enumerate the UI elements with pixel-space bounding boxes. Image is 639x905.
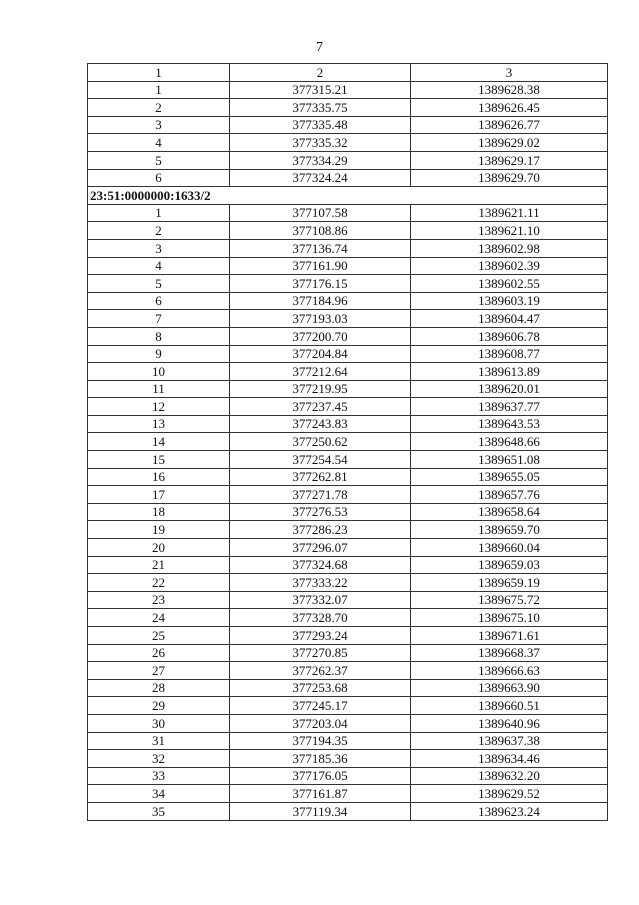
x-coordinate-cell: 377176.05 — [230, 767, 411, 785]
point-number-cell: 35 — [88, 802, 230, 820]
point-number-cell: 24 — [88, 609, 230, 627]
y-coordinate-cell: 1389620.01 — [411, 380, 608, 398]
point-number-cell: 3 — [88, 116, 230, 134]
x-coordinate-cell: 377335.48 — [230, 116, 411, 134]
y-coordinate-cell: 1389659.70 — [411, 521, 608, 539]
table-row — [88, 732, 608, 750]
x-coordinate-cell: 377161.87 — [230, 785, 411, 803]
point-number-cell: 9 — [88, 345, 230, 363]
y-coordinate-cell: 1389634.46 — [411, 750, 608, 768]
point-number-cell: 12 — [88, 398, 230, 416]
table-row — [88, 81, 608, 99]
y-coordinate-cell: 1389637.38 — [411, 732, 608, 750]
y-coordinate-cell: 1389629.52 — [411, 785, 608, 803]
y-coordinate-cell: 1389602.55 — [411, 275, 608, 293]
x-coordinate-cell: 377200.70 — [230, 327, 411, 345]
table-row — [88, 310, 608, 328]
y-coordinate-cell: 1389602.39 — [411, 257, 608, 275]
table-row — [88, 204, 608, 222]
x-coordinate-cell: 377253.68 — [230, 679, 411, 697]
x-coordinate-cell: 377176.15 — [230, 275, 411, 293]
point-number-cell: 4 — [88, 257, 230, 275]
header-cell-1: 1 — [88, 64, 230, 82]
x-coordinate-cell: 377271.78 — [230, 486, 411, 504]
table-row — [88, 609, 608, 627]
x-coordinate-cell: 377245.17 — [230, 697, 411, 715]
y-coordinate-cell: 1389637.77 — [411, 398, 608, 416]
x-coordinate-cell: 377237.45 — [230, 398, 411, 416]
x-coordinate-cell: 377270.85 — [230, 644, 411, 662]
table-row — [88, 750, 608, 768]
y-coordinate-cell: 1389629.02 — [411, 134, 608, 152]
table-row — [88, 785, 608, 803]
y-coordinate-cell: 1389663.90 — [411, 679, 608, 697]
x-coordinate-cell: 377219.95 — [230, 380, 411, 398]
point-number-cell: 6 — [88, 292, 230, 310]
table-row — [88, 574, 608, 592]
x-coordinate-cell: 377212.64 — [230, 363, 411, 381]
y-coordinate-cell: 1389628.38 — [411, 81, 608, 99]
point-number-cell: 8 — [88, 327, 230, 345]
x-coordinate-cell: 377193.03 — [230, 310, 411, 328]
x-coordinate-cell: 377296.07 — [230, 539, 411, 557]
table-row — [88, 486, 608, 504]
header-cell-2: 2 — [230, 64, 411, 82]
point-number-cell: 13 — [88, 415, 230, 433]
point-number-cell: 15 — [88, 451, 230, 469]
table-row — [88, 134, 608, 152]
table-row — [88, 327, 608, 345]
x-coordinate-cell: 377119.34 — [230, 802, 411, 820]
coordinates-table — [87, 63, 608, 821]
point-number-cell: 14 — [88, 433, 230, 451]
table-row — [88, 714, 608, 732]
y-coordinate-cell: 1389640.96 — [411, 714, 608, 732]
x-coordinate-cell: 377335.75 — [230, 99, 411, 117]
table-row — [88, 433, 608, 451]
header-row — [88, 64, 608, 82]
x-coordinate-cell: 377203.04 — [230, 714, 411, 732]
point-number-cell: 22 — [88, 574, 230, 592]
point-number-cell: 1 — [88, 204, 230, 222]
y-coordinate-cell: 1389659.03 — [411, 556, 608, 574]
point-number-cell: 21 — [88, 556, 230, 574]
table-row — [88, 556, 608, 574]
y-coordinate-cell: 1389660.04 — [411, 539, 608, 557]
x-coordinate-cell: 377328.70 — [230, 609, 411, 627]
table-row — [88, 116, 608, 134]
y-coordinate-cell: 1389655.05 — [411, 468, 608, 486]
point-number-cell: 20 — [88, 539, 230, 557]
y-coordinate-cell: 1389651.08 — [411, 451, 608, 469]
x-coordinate-cell: 377254.54 — [230, 451, 411, 469]
y-coordinate-cell: 1389632.20 — [411, 767, 608, 785]
y-coordinate-cell: 1389657.76 — [411, 486, 608, 504]
table-row — [88, 539, 608, 557]
coordinates-table-body — [88, 64, 608, 821]
table-row — [88, 697, 608, 715]
point-number-cell: 5 — [88, 275, 230, 293]
y-coordinate-cell: 1389671.61 — [411, 627, 608, 645]
x-coordinate-cell: 377333.22 — [230, 574, 411, 592]
cadastral-number-title: 23:51:0000000:1633/2 — [88, 187, 608, 205]
point-number-cell: 3 — [88, 239, 230, 257]
point-number-cell: 11 — [88, 380, 230, 398]
y-coordinate-cell: 1389626.77 — [411, 116, 608, 134]
point-number-cell: 34 — [88, 785, 230, 803]
section-row — [88, 187, 608, 205]
table-row — [88, 591, 608, 609]
y-coordinate-cell: 1389629.17 — [411, 151, 608, 169]
point-number-cell: 25 — [88, 627, 230, 645]
x-coordinate-cell: 377185.36 — [230, 750, 411, 768]
x-coordinate-cell: 377108.86 — [230, 222, 411, 240]
x-coordinate-cell: 377184.96 — [230, 292, 411, 310]
x-coordinate-cell: 377334.29 — [230, 151, 411, 169]
y-coordinate-cell: 1389613.89 — [411, 363, 608, 381]
y-coordinate-cell: 1389626.45 — [411, 99, 608, 117]
x-coordinate-cell: 377293.24 — [230, 627, 411, 645]
point-number-cell: 2 — [88, 99, 230, 117]
x-coordinate-cell: 377194.35 — [230, 732, 411, 750]
x-coordinate-cell: 377262.37 — [230, 662, 411, 680]
point-number-cell: 28 — [88, 679, 230, 697]
y-coordinate-cell: 1389621.11 — [411, 204, 608, 222]
table-row — [88, 345, 608, 363]
y-coordinate-cell: 1389660.51 — [411, 697, 608, 715]
table-row — [88, 451, 608, 469]
page-number: 7 — [316, 40, 323, 55]
table-row — [88, 503, 608, 521]
table-row — [88, 292, 608, 310]
y-coordinate-cell: 1389603.19 — [411, 292, 608, 310]
x-coordinate-cell: 377107.58 — [230, 204, 411, 222]
table-row — [88, 380, 608, 398]
table-row — [88, 802, 608, 820]
point-number-cell: 31 — [88, 732, 230, 750]
y-coordinate-cell: 1389666.63 — [411, 662, 608, 680]
x-coordinate-cell: 377243.83 — [230, 415, 411, 433]
point-number-cell: 32 — [88, 750, 230, 768]
table-row — [88, 521, 608, 539]
y-coordinate-cell: 1389621.10 — [411, 222, 608, 240]
x-coordinate-cell: 377315.21 — [230, 81, 411, 99]
point-number-cell: 30 — [88, 714, 230, 732]
table-row — [88, 169, 608, 187]
x-coordinate-cell: 377276.53 — [230, 503, 411, 521]
point-number-cell: 33 — [88, 767, 230, 785]
point-number-cell: 5 — [88, 151, 230, 169]
table-row — [88, 275, 608, 293]
y-coordinate-cell: 1389608.77 — [411, 345, 608, 363]
point-number-cell: 23 — [88, 591, 230, 609]
point-number-cell: 29 — [88, 697, 230, 715]
table-row — [88, 257, 608, 275]
y-coordinate-cell: 1389604.47 — [411, 310, 608, 328]
y-coordinate-cell: 1389606.78 — [411, 327, 608, 345]
point-number-cell: 26 — [88, 644, 230, 662]
x-coordinate-cell: 377204.84 — [230, 345, 411, 363]
point-number-cell: 16 — [88, 468, 230, 486]
y-coordinate-cell: 1389623.24 — [411, 802, 608, 820]
table-row — [88, 767, 608, 785]
y-coordinate-cell: 1389643.53 — [411, 415, 608, 433]
point-number-cell: 17 — [88, 486, 230, 504]
y-coordinate-cell: 1389675.10 — [411, 609, 608, 627]
table-row — [88, 398, 608, 416]
x-coordinate-cell: 377324.68 — [230, 556, 411, 574]
y-coordinate-cell: 1389675.72 — [411, 591, 608, 609]
header-cell-3: 3 — [411, 64, 608, 82]
table-row — [88, 415, 608, 433]
y-coordinate-cell: 1389648.66 — [411, 433, 608, 451]
point-number-cell: 10 — [88, 363, 230, 381]
y-coordinate-cell: 1389629.70 — [411, 169, 608, 187]
point-number-cell: 2 — [88, 222, 230, 240]
x-coordinate-cell: 377324.24 — [230, 169, 411, 187]
table-row — [88, 363, 608, 381]
y-coordinate-cell: 1389658.64 — [411, 503, 608, 521]
x-coordinate-cell: 377332.07 — [230, 591, 411, 609]
x-coordinate-cell: 377286.23 — [230, 521, 411, 539]
y-coordinate-cell: 1389659.19 — [411, 574, 608, 592]
table-row — [88, 679, 608, 697]
table-row — [88, 662, 608, 680]
table-row — [88, 151, 608, 169]
table-row — [88, 239, 608, 257]
y-coordinate-cell: 1389668.37 — [411, 644, 608, 662]
table-row — [88, 222, 608, 240]
point-number-cell: 6 — [88, 169, 230, 187]
point-number-cell: 7 — [88, 310, 230, 328]
table-row — [88, 468, 608, 486]
x-coordinate-cell: 377335.32 — [230, 134, 411, 152]
x-coordinate-cell: 377161.90 — [230, 257, 411, 275]
table-row — [88, 627, 608, 645]
point-number-cell: 1 — [88, 81, 230, 99]
point-number-cell: 18 — [88, 503, 230, 521]
table-row — [88, 644, 608, 662]
x-coordinate-cell: 377250.62 — [230, 433, 411, 451]
table-row — [88, 99, 608, 117]
x-coordinate-cell: 377136.74 — [230, 239, 411, 257]
x-coordinate-cell: 377262.81 — [230, 468, 411, 486]
y-coordinate-cell: 1389602.98 — [411, 239, 608, 257]
point-number-cell: 27 — [88, 662, 230, 680]
point-number-cell: 4 — [88, 134, 230, 152]
point-number-cell: 19 — [88, 521, 230, 539]
